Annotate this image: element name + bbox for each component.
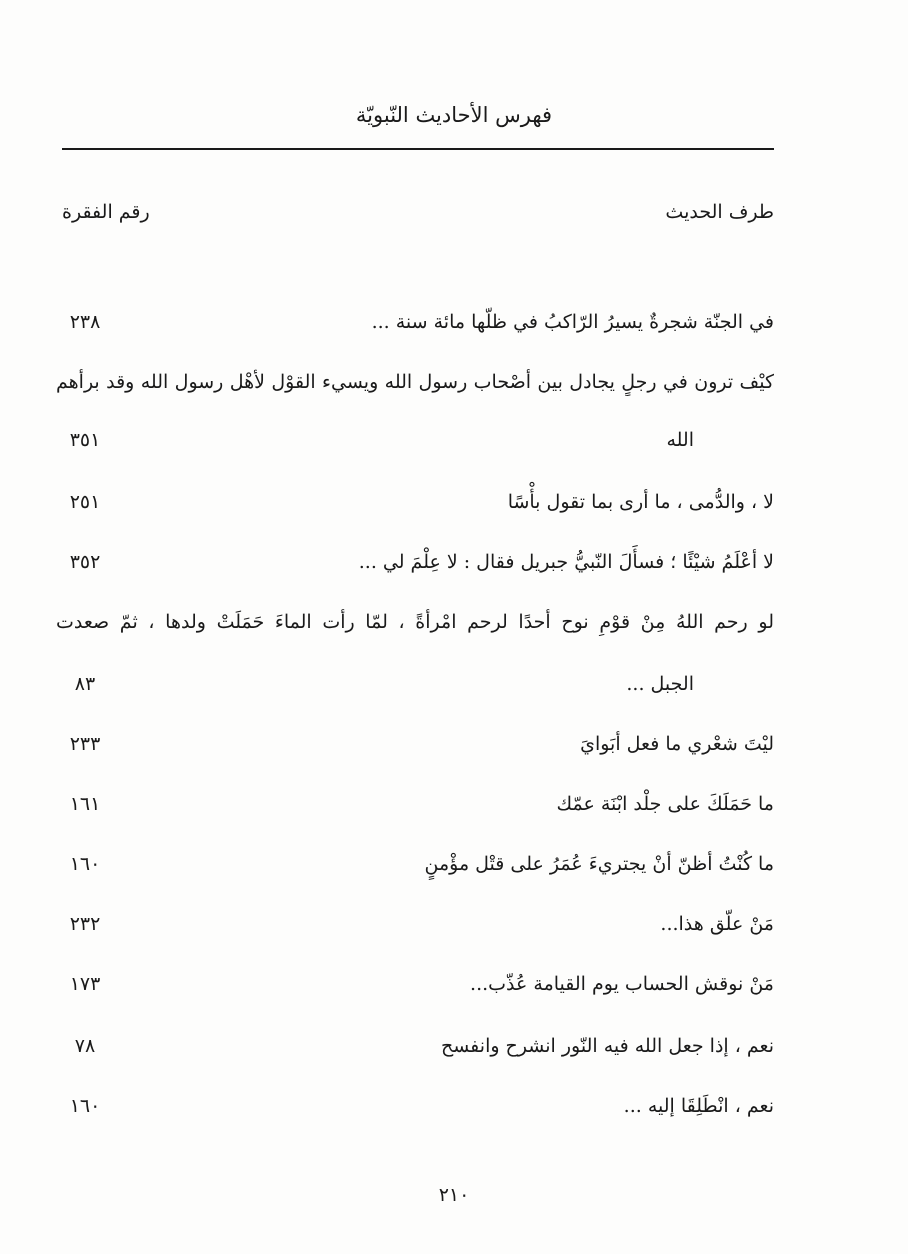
column-header-hadith: طرف الحديث xyxy=(665,201,774,223)
page-number: ٢١٠ xyxy=(438,1184,470,1206)
paragraph-number: ٧٨ xyxy=(74,1035,96,1057)
paragraph-number: ٢٥١ xyxy=(69,491,101,513)
paragraph-number: ٣٥٢ xyxy=(69,551,101,573)
hadith-entry-text: ليْتَ شعْري ما فعل أبَوايَ xyxy=(580,733,774,755)
hadith-entry-text: مَنْ نوقش الحساب يوم القيامة عُذّب... xyxy=(470,973,774,995)
hadith-entry-text: نعم ، إذا جعل الله فيه النّور انشرح وانفسح xyxy=(440,1035,774,1057)
hadith-entry-continuation: الجبل ... xyxy=(626,673,694,695)
hadith-entry-text: ما حَمَلَكَ على جلْد ابْنَة عمّك xyxy=(556,793,774,815)
hadith-entry-text: لو رحم اللهُ مِنْ قوْمِ نوح أحدًا لرحم امْرأةً ، لمّا رأت الماءَ حَمَلَتْ ولدها ، ثمّ صعدت xyxy=(56,611,774,633)
hadith-entry-text: في الجنّة شجرةٌ يسيرُ الرّاكبُ في ظلّها مائة سنة ... xyxy=(371,311,774,333)
hadith-entry-text: ما كُنْتُ أظنّ أنْ يجتريءَ عُمَرُ على قتْل مؤْمنٍ xyxy=(424,853,774,875)
paragraph-number: ١٦٠ xyxy=(69,1095,101,1117)
paragraph-number: ١٧٣ xyxy=(69,973,101,995)
paragraph-number: ٢٣٣ xyxy=(69,733,101,755)
paragraph-number: ١٦١ xyxy=(69,793,101,815)
hadith-entry-text: لا ، والدُّمى ، ما أرى بما تقول بأْسًا xyxy=(507,491,774,513)
hadith-entry-text: لا أعْلَمُ شيْئًا ؛ فسأَلَ النّبيُّ جبريل فقال : لا عِلْمَ لي ... xyxy=(358,551,774,573)
hadith-entry-text: كيْف ترون في رجلٍ يجادل بين أصْحاب رسول الله ويسيء القوْل لأهْل رسول الله وقد برأهم xyxy=(56,371,774,393)
column-header-paragraph-number: رقم الفقرة xyxy=(62,201,150,223)
hadith-entry-continuation: الله xyxy=(666,429,694,451)
running-head-title: فهرس الأحاديث النّبويّة xyxy=(355,103,553,127)
paragraph-number: ٢٣٨ xyxy=(69,311,101,333)
hadith-entry-text: مَنْ علّق هذا... xyxy=(660,913,774,935)
hadith-entry-text: نعم ، انْطَلِقَا إليه ... xyxy=(623,1095,774,1117)
paragraph-number: ٨٣ xyxy=(74,673,96,695)
paragraph-number: ٢٣٢ xyxy=(69,913,101,935)
paragraph-number: ١٦٠ xyxy=(69,853,101,875)
paragraph-number: ٣٥١ xyxy=(69,429,101,451)
header-rule xyxy=(62,148,774,150)
